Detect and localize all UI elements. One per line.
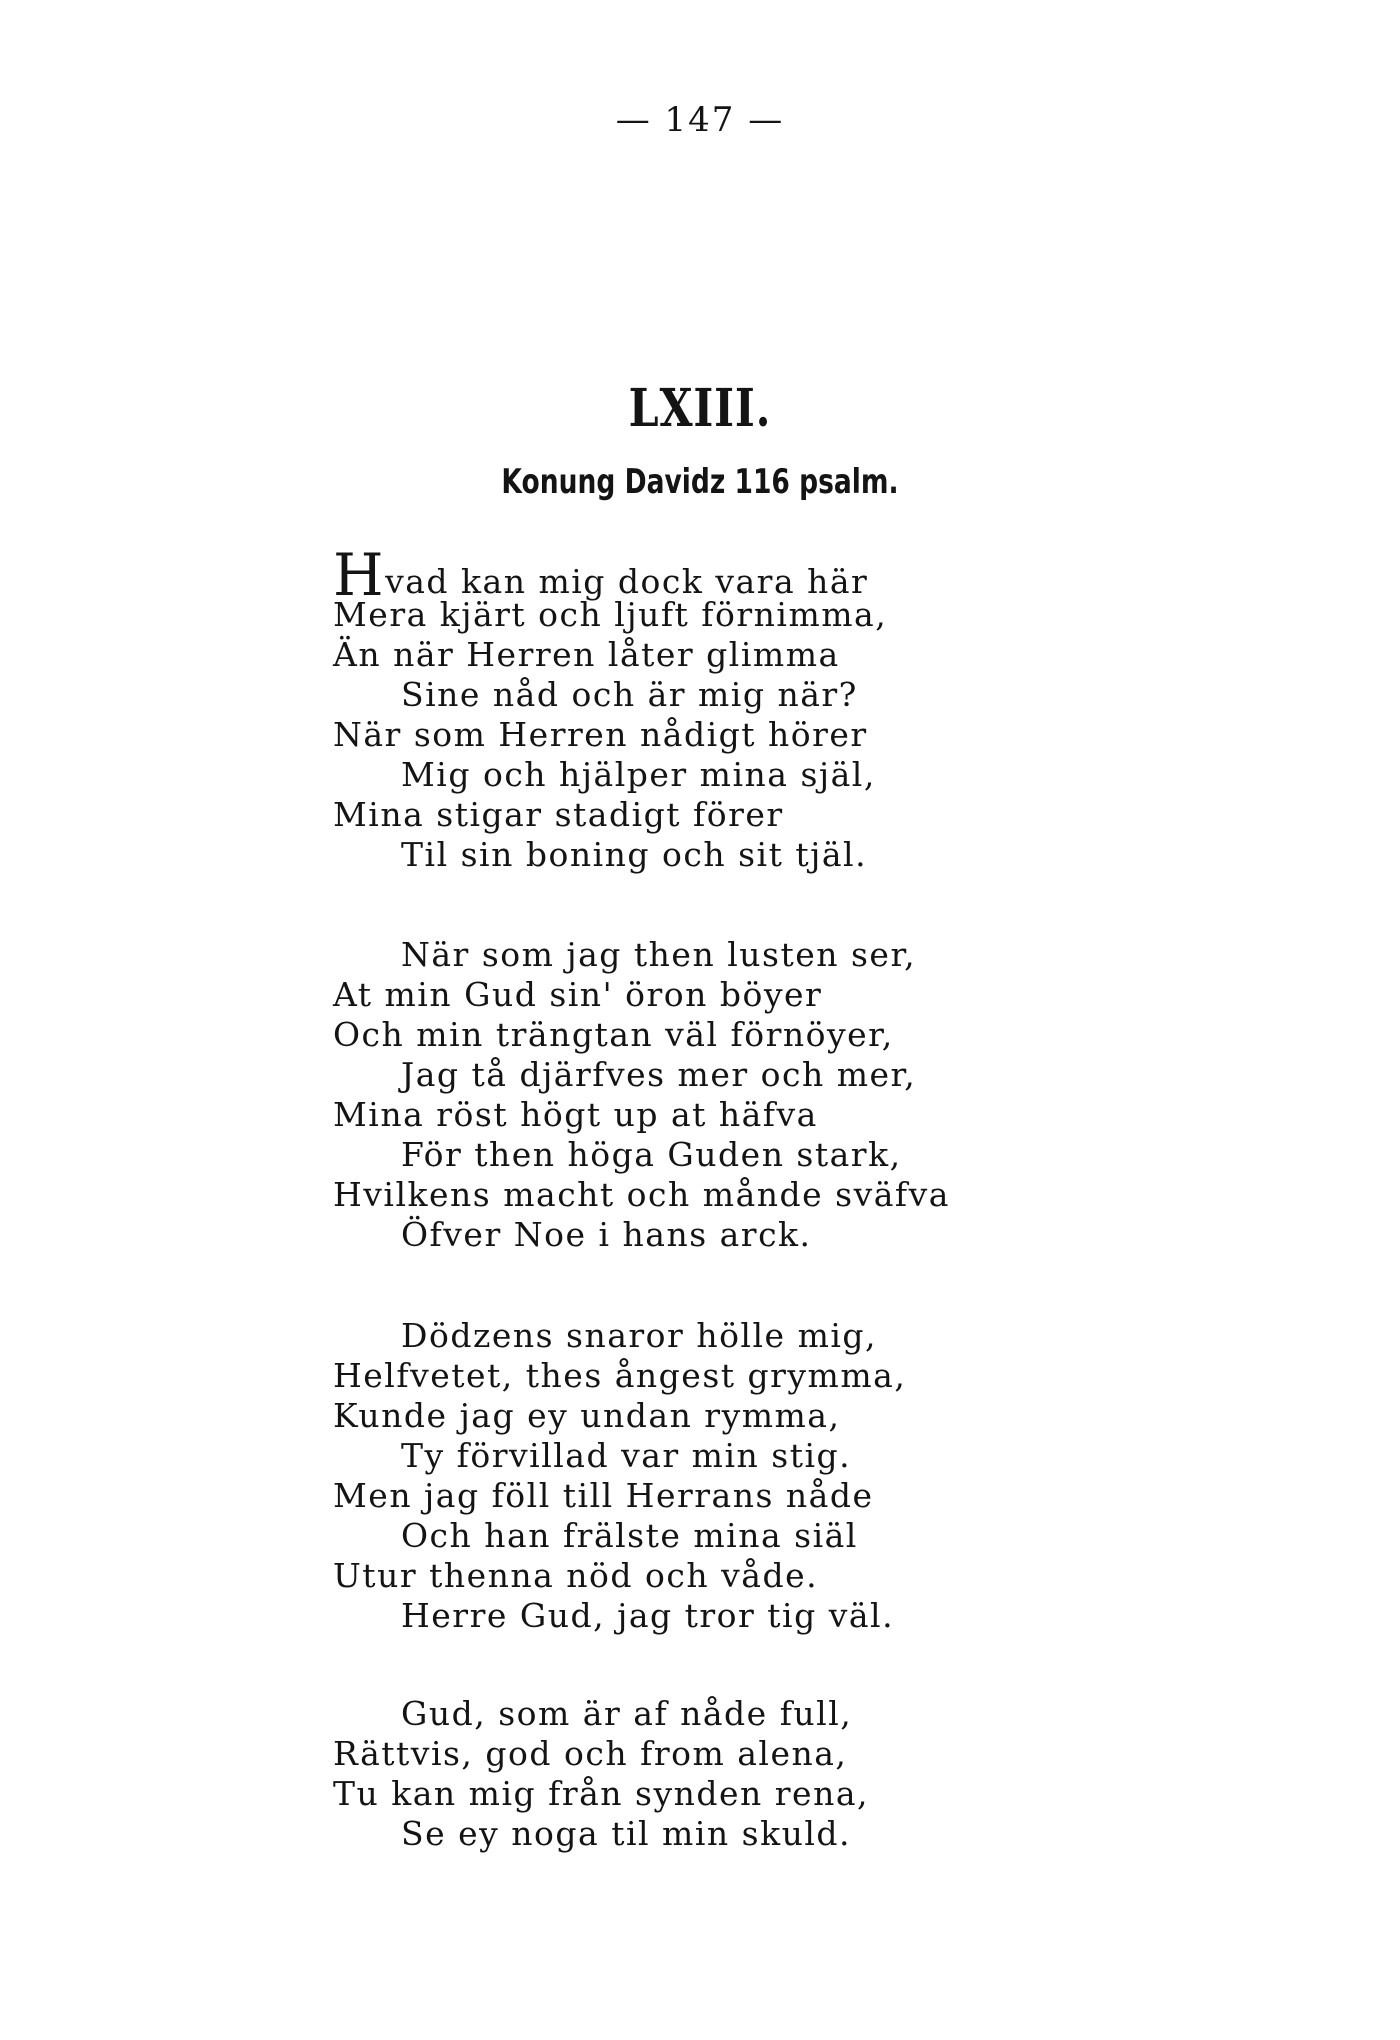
- verse-line-rest: vad kan mig dock vara här: [385, 562, 869, 601]
- verse-line: Hvilkens macht och månde sväfva: [333, 1175, 950, 1214]
- verse-4: [333, 1694, 1333, 1854]
- verse-line: Gud, som är af nåde full,: [401, 1694, 853, 1733]
- verse-line: Sine nåd och är mig när?: [401, 675, 858, 714]
- verse-1: [333, 541, 1333, 875]
- verse-line: Rättvis, god och from alena,: [333, 1734, 848, 1773]
- verse-line: Se ey noga til min skuld.: [401, 1814, 851, 1853]
- verse-line: [333, 541, 1333, 609]
- verse-line: När som jag then lusten ser,: [401, 935, 917, 974]
- verse-line: Öfver Noe i hans arck.: [401, 1215, 812, 1254]
- hymn-title: Konung Davidz 116 psalm.: [501, 462, 899, 502]
- verse-line: Mina röst högt up at häfva: [333, 1095, 818, 1134]
- verse-line: Helfvetet, thes ångest grymma,: [333, 1356, 907, 1395]
- verse-line: Dödzens snaror hölle mig,: [401, 1316, 878, 1355]
- verse-line: Ty förvillad var min stig.: [401, 1436, 852, 1475]
- drop-cap: H: [333, 541, 386, 609]
- verse-line: Men jag föll till Herrans nåde: [333, 1476, 874, 1515]
- verse-line: Herre Gud, jag tror tig väl.: [401, 1596, 895, 1635]
- verse-3: [333, 1316, 1333, 1636]
- verse-line: Och han frälste mina siäl: [401, 1516, 858, 1555]
- verse-line: När som Herren nådigt hörer: [333, 715, 868, 754]
- hymn-number: LXIII.: [628, 378, 772, 439]
- verse-line: För then höga Guden stark,: [401, 1135, 902, 1174]
- verse-line: Än när Herren låter glimma: [333, 635, 840, 674]
- verse-line: Kunde jag ey undan rymma,: [333, 1396, 841, 1435]
- verse-line: Mera kjärt och ljuft förnimma,: [333, 595, 888, 634]
- verse-line: Jag tå djärfves mer och mer,: [401, 1055, 917, 1094]
- verse-line: Tu kan mig från synden rena,: [333, 1774, 869, 1813]
- page-number: — 147 —: [615, 100, 785, 140]
- verse-line: Mig och hjälper mina själ,: [401, 755, 876, 794]
- verse-2: [333, 935, 1333, 1255]
- verse-line: Til sin boning och sit tjäl.: [401, 835, 868, 874]
- verse-line: Utur thenna nöd och våde.: [333, 1556, 819, 1595]
- verse-line: Och min trängtan väl förnöyer,: [333, 1015, 894, 1054]
- verse-line: Mina stigar stadigt förer: [333, 795, 784, 834]
- verse-line: At min Gud sin' öron böyer: [333, 975, 823, 1014]
